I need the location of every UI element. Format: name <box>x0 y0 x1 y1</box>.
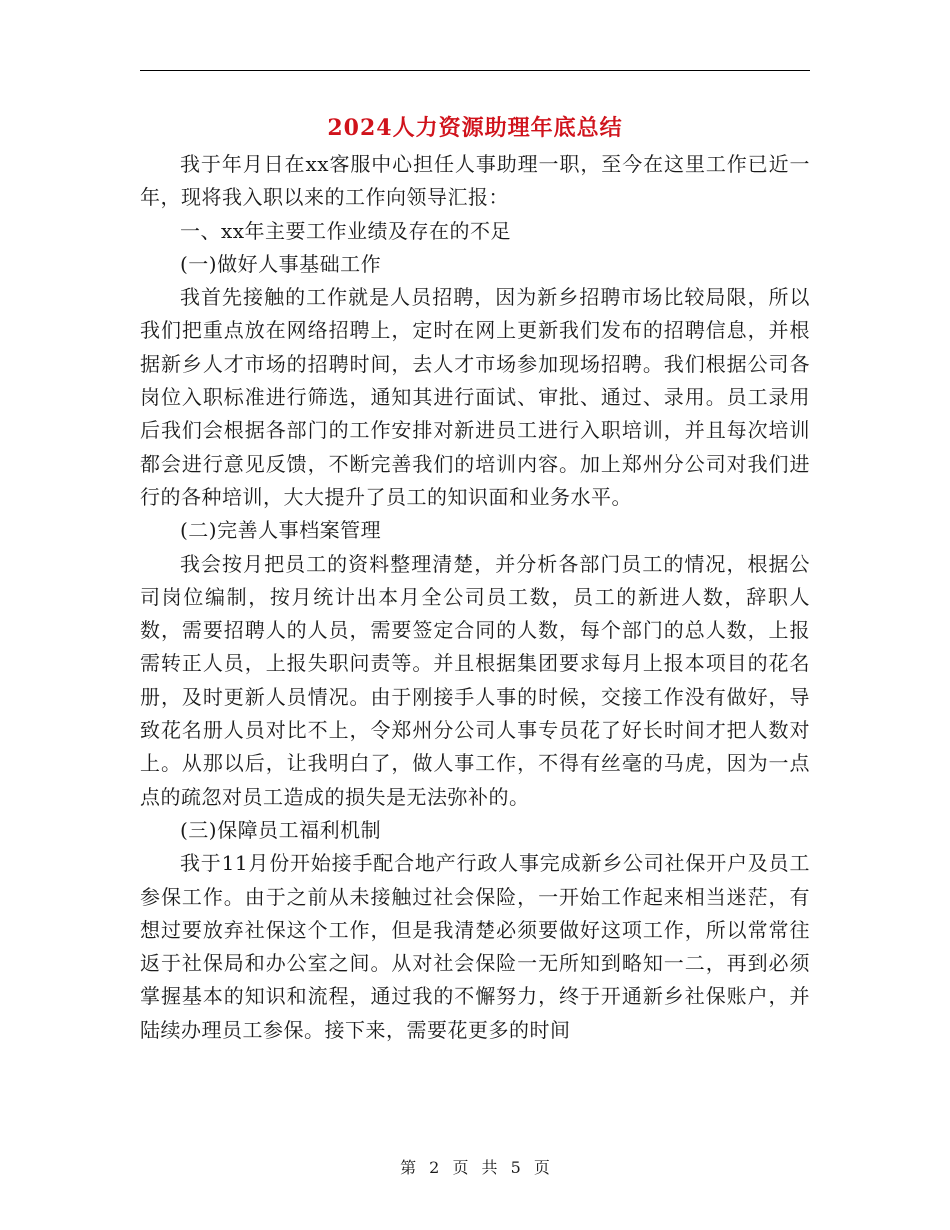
subsection-heading: (二)完善人事档案管理 <box>180 518 382 543</box>
document-body <box>140 148 810 1047</box>
subsection-heading: (一)做好人事基础工作 <box>180 251 382 276</box>
document-title: 2024人力资源助理年底总结 <box>327 115 623 141</box>
section-heading: 一、xx年主要工作业绩及存在的不足 <box>180 218 512 243</box>
header-rule <box>140 70 810 71</box>
page-number: 第 2 页 共 5 页 <box>400 1158 550 1177</box>
paragraph: 我会按月把员工的资料整理清楚，并分析各部门员工的情况，根据公司岗位编制，按月统计出本月全公司员工数，员工的新进人数，辞职人数，需要招聘人的人员，需要签定合同的人数，每个部门的总人数，上报需转正人员，上报失职问责等。并且根据集团要求每月上报本项目的花名册，及时更新人员情况。由于刚接手人事的时候，交接工作没有做好，导致花名册人员对比不上，令郑州分公司人事专员花了好长时间才把人数对上。从那以后，让我明白了，做人事工作，不得有丝毫的马虎，因为一点点的疏忽对员工造成的损失是无法弥补的。 <box>140 551 810 809</box>
paragraph: 我于11月份开始接手配合地产行政人事完成新乡公司社保开户及员工参保工作。由于之前从未接触过社会保险，一开始工作起来相当迷茫，有想过要放弃社保这个工作，但是我清楚必须要做好这项工作，所以常常往返于社保局和办公室之间。从对社会保险一无所知到略知一二，再到必须掌握基本的知识和流程，通过我的不懈努力，终于开通新乡社保账户，并陆续办理员工参保。接下来，需要花更多的时间 <box>140 851 810 1042</box>
paragraph-intro: 我于年月日在xx客服中心担任人事助理一职，至今在这里工作已近一年，现将我入职以来的工作向领导汇报： <box>140 152 810 210</box>
subsection-heading: (三)保障员工福利机制 <box>180 817 382 842</box>
paragraph: 我首先接触的工作就是人员招聘，因为新乡招聘市场比较局限，所以我们把重点放在网络招聘上，定时在网上更新我们发布的招聘信息，并根据新乡人才市场的招聘时间，去人才市场参加现场招聘。我们根据公司各岗位入职标准进行筛选，通知其进行面试、审批、通过、录用。员工录用后我们会根据各部门的工作安排对新进员工进行入职培训，并且每次培训都会进行意见反馈，不断完善我们的培训内容。加上郑州分公司对我们进行的各种培训，大大提升了员工的知识面和业务水平。 <box>140 285 810 509</box>
